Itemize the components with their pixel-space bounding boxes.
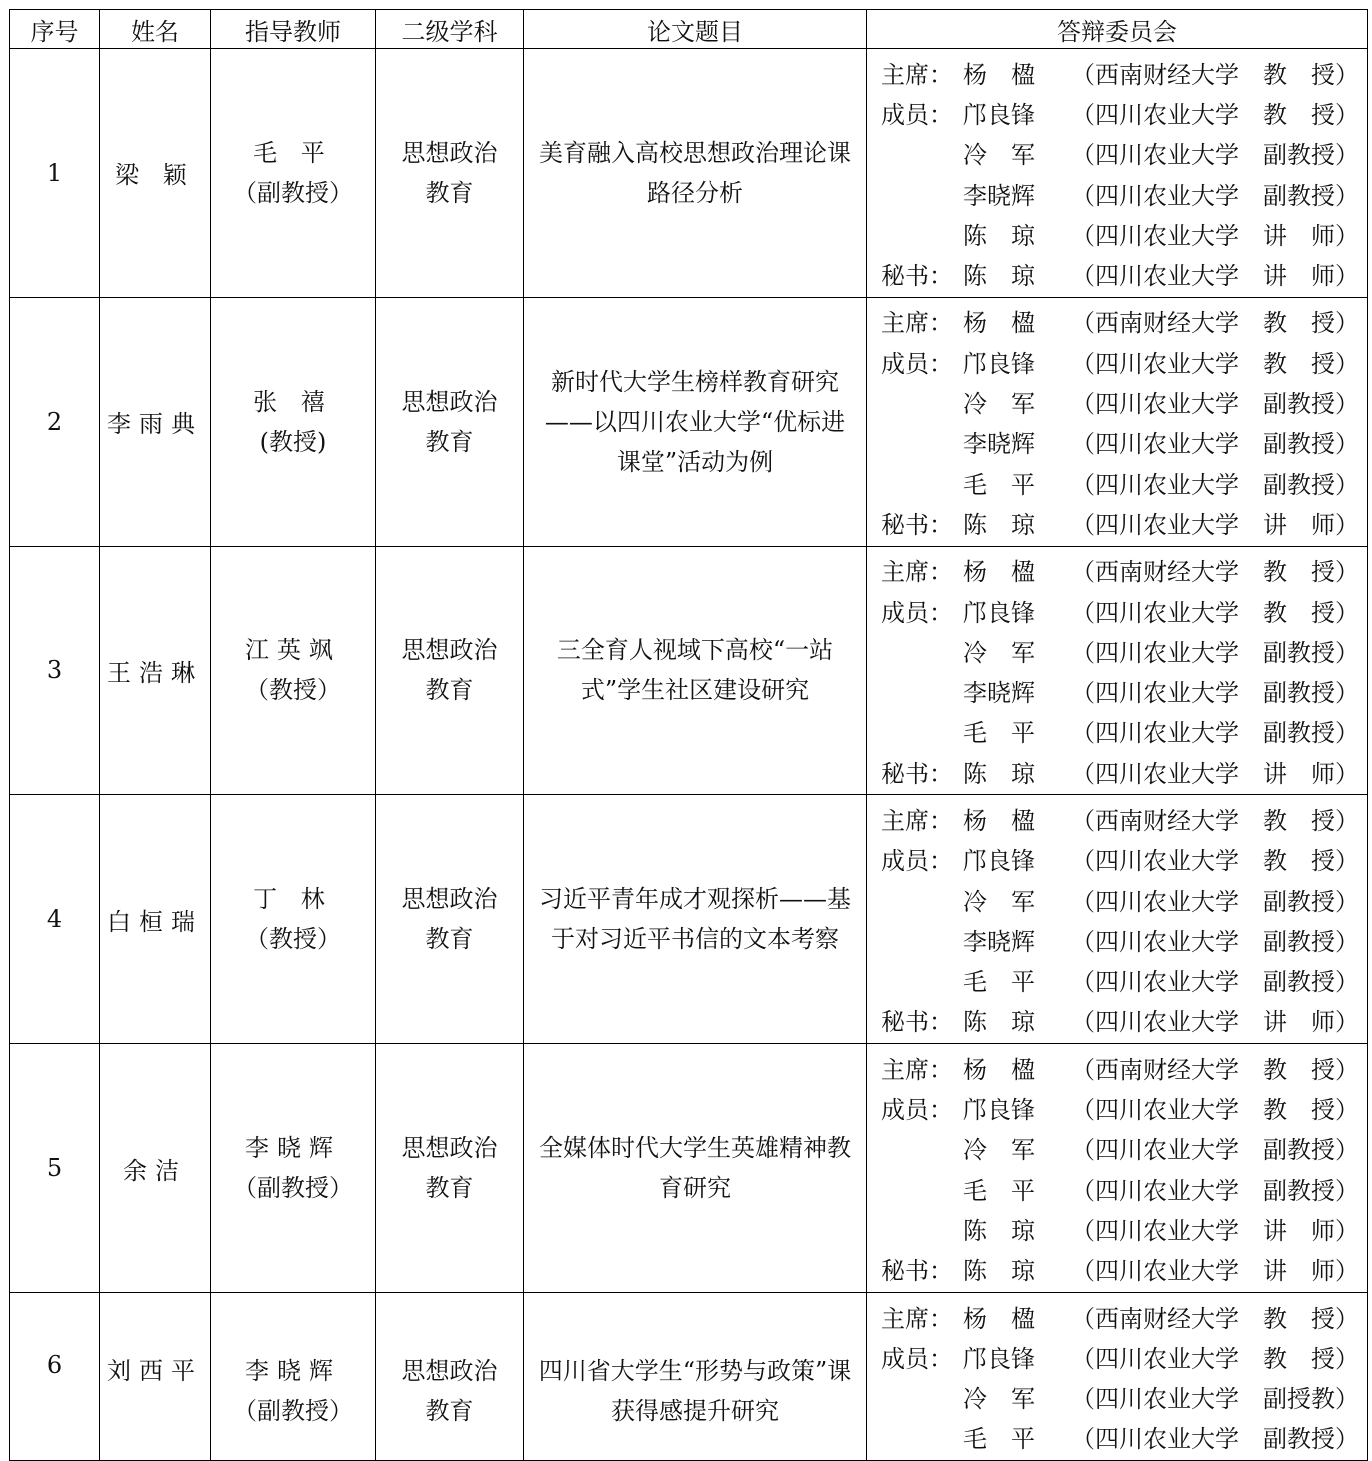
thesis-topic: 四川省大学生“形势与政策”课获得感提升研究 xyxy=(538,1356,852,1425)
header-number: 序号 xyxy=(10,10,100,49)
committee-member-affiliation: （四川农业大学 讲 师） xyxy=(1071,759,1359,788)
cell-number xyxy=(10,297,100,546)
cell-student-name xyxy=(100,1292,211,1460)
cell-topic xyxy=(524,795,867,1044)
row-number: 4 xyxy=(46,905,63,934)
committee-role: 成员： xyxy=(881,847,953,876)
committee-member xyxy=(881,1249,1357,1289)
subject-line-2: 教育 xyxy=(425,427,474,456)
committee-member-name: 邝良锋 xyxy=(963,349,1035,378)
committee-member xyxy=(881,1417,1357,1457)
subject-line-1: 思想政治 xyxy=(401,1356,498,1385)
committee-member-affiliation: （四川农业大学 讲 师） xyxy=(1071,510,1359,539)
cell-subject xyxy=(376,49,524,298)
cell-subject xyxy=(376,1044,524,1293)
committee-member-affiliation: （四川农业大学 副教授） xyxy=(1071,679,1359,708)
advisor-name: 李晓辉 xyxy=(245,1356,341,1385)
student-name: 余洁 xyxy=(123,1156,187,1185)
committee-member-name: 陈 琼 xyxy=(963,1008,1035,1037)
advisor-title: （教授） xyxy=(245,676,341,705)
committee-role: 秘书： xyxy=(881,510,953,539)
committee-member-name: 冷 军 xyxy=(963,390,1035,419)
row-number: 6 xyxy=(46,1350,63,1379)
row-number: 2 xyxy=(46,407,63,436)
committee-member-affiliation: （西南财经大学 教 授） xyxy=(1071,1304,1359,1333)
student-name: 王浩琳 xyxy=(107,658,203,687)
committee-member-affiliation: （四川农业大学 副教授） xyxy=(1071,181,1359,210)
committee-member xyxy=(881,133,1357,173)
committee-member-affiliation: （四川农业大学 副教授） xyxy=(1071,1176,1359,1205)
committee-role: 主席： xyxy=(881,309,953,338)
committee-member-name: 邝良锋 xyxy=(963,1344,1035,1373)
committee-member-affiliation: （四川农业大学 讲 师） xyxy=(1071,1008,1359,1037)
committee-member xyxy=(881,52,1357,92)
row-number: 3 xyxy=(46,656,63,685)
committee-member xyxy=(881,1377,1357,1417)
committee-member xyxy=(881,1208,1357,1248)
committee-member-affiliation: （西南财经大学 教 授） xyxy=(1071,309,1359,338)
committee-role: 主席： xyxy=(881,1055,953,1084)
committee-role: 主席： xyxy=(881,806,953,835)
header-name: 姓名 xyxy=(100,10,211,49)
cell-advisor xyxy=(211,546,376,795)
committee-member-affiliation: （西南财经大学 教 授） xyxy=(1071,558,1359,587)
committee-member-name: 杨 楹 xyxy=(963,558,1035,587)
cell-committee xyxy=(867,1292,1368,1460)
cell-advisor xyxy=(211,49,376,298)
header-topic: 论文题目 xyxy=(524,10,867,49)
committee-member xyxy=(881,381,1357,421)
committee-member xyxy=(881,670,1357,710)
committee-role: 秘书： xyxy=(881,759,953,788)
cell-number xyxy=(10,1292,100,1460)
thesis-topic: 习近平青年成才观探析——基于对习近平书信的文本考察 xyxy=(539,885,851,954)
row-number: 5 xyxy=(46,1154,63,1183)
cell-subject xyxy=(376,546,524,795)
committee-member xyxy=(881,919,1357,959)
committee-member-name: 李晓辉 xyxy=(963,181,1035,210)
header-subject: 二级学科 xyxy=(376,10,524,49)
cell-topic xyxy=(524,49,867,298)
committee-member-name: 陈 琼 xyxy=(963,1257,1035,1286)
advisor-name: 张 禧 xyxy=(253,387,333,416)
committee-member-affiliation: （西南财经大学 教 授） xyxy=(1071,60,1359,89)
table-row xyxy=(10,1044,1368,1293)
committee-member-name: 杨 楹 xyxy=(963,60,1035,89)
committee-role: 成员： xyxy=(881,349,953,378)
cell-committee xyxy=(867,1044,1368,1293)
cell-advisor xyxy=(211,1044,376,1293)
table-row xyxy=(10,49,1368,298)
committee-member-name: 陈 琼 xyxy=(963,510,1035,539)
committee-member-affiliation: （四川农业大学 教 授） xyxy=(1071,847,1359,876)
committee-member xyxy=(881,1047,1357,1087)
header-advisor: 指导教师 xyxy=(211,10,376,49)
committee-member-name: 杨 楹 xyxy=(963,1304,1035,1333)
student-name: 梁 颖 xyxy=(115,161,195,190)
committee-member-name: 毛 平 xyxy=(963,1176,1035,1205)
advisor-name: 李晓辉 xyxy=(245,1134,341,1163)
advisor-name: 毛 平 xyxy=(253,138,333,167)
committee-member-name: 陈 琼 xyxy=(963,759,1035,788)
cell-topic xyxy=(524,1292,867,1460)
committee-member-affiliation: （西南财经大学 教 授） xyxy=(1071,806,1359,835)
committee-member-name: 邝良锋 xyxy=(963,100,1035,129)
committee-member xyxy=(881,301,1357,341)
cell-topic xyxy=(524,297,867,546)
advisor-name: 江英飒 xyxy=(245,636,341,665)
committee-role: 成员： xyxy=(881,1096,953,1125)
committee-member-name: 冷 军 xyxy=(963,141,1035,170)
advisor-title: (教授) xyxy=(259,427,327,456)
cell-subject xyxy=(376,795,524,1044)
subject-line-1: 思想政治 xyxy=(401,1134,498,1163)
subject-line-2: 教育 xyxy=(425,925,474,954)
row-number: 1 xyxy=(46,158,63,187)
committee-member-affiliation: （四川农业大学 副授教） xyxy=(1071,1385,1359,1414)
committee-member-affiliation: （四川农业大学 教 授） xyxy=(1071,1344,1359,1373)
advisor-name: 丁 林 xyxy=(253,885,333,914)
cell-student-name xyxy=(100,795,211,1044)
committee-member xyxy=(881,751,1357,791)
committee-member-affiliation: （四川农业大学 教 授） xyxy=(1071,1096,1359,1125)
committee-member xyxy=(881,253,1357,293)
committee-member-affiliation: （四川农业大学 副教授） xyxy=(1071,1425,1359,1454)
committee-member xyxy=(881,630,1357,670)
committee-role: 主席： xyxy=(881,1304,953,1333)
committee-member-name: 冷 军 xyxy=(963,1136,1035,1165)
cell-number xyxy=(10,795,100,1044)
committee-member-name: 冷 军 xyxy=(963,1385,1035,1414)
cell-number xyxy=(10,1044,100,1293)
committee-member-affiliation: （四川农业大学 讲 师） xyxy=(1071,1257,1359,1286)
cell-topic xyxy=(524,1044,867,1293)
subject-line-1: 思想政治 xyxy=(401,138,498,167)
table-row xyxy=(10,546,1368,795)
committee-member xyxy=(881,960,1357,1000)
committee-member-name: 杨 楹 xyxy=(963,309,1035,338)
committee-role: 成员： xyxy=(881,1344,953,1373)
committee-role: 秘书： xyxy=(881,1008,953,1037)
advisor-title: （副教授） xyxy=(233,178,353,207)
committee-role: 成员： xyxy=(881,598,953,627)
advisor-title: （副教授） xyxy=(233,1396,353,1425)
committee-member-name: 冷 军 xyxy=(963,887,1035,916)
committee-member-name: 冷 军 xyxy=(963,638,1035,667)
subject-line-2: 教育 xyxy=(425,178,474,207)
committee-member-affiliation: （四川农业大学 教 授） xyxy=(1071,598,1359,627)
cell-committee xyxy=(867,49,1368,298)
committee-member-name: 邝良锋 xyxy=(963,598,1035,627)
committee-role: 主席： xyxy=(881,60,953,89)
table-row xyxy=(10,297,1368,546)
committee-member-name: 毛 平 xyxy=(963,1425,1035,1454)
student-name: 白桓瑞 xyxy=(107,907,203,936)
cell-student-name xyxy=(100,1044,211,1293)
committee-member-name: 陈 琼 xyxy=(963,262,1035,291)
cell-subject xyxy=(376,1292,524,1460)
header-committee: 答辩委员会 xyxy=(867,10,1368,49)
subject-line-2: 教育 xyxy=(425,1174,474,1203)
committee-member-name: 毛 平 xyxy=(963,470,1035,499)
committee-member-affiliation: （四川农业大学 教 授） xyxy=(1071,349,1359,378)
committee-member xyxy=(881,1296,1357,1336)
committee-member-affiliation: （四川农业大学 副教授） xyxy=(1071,470,1359,499)
cell-advisor xyxy=(211,795,376,1044)
committee-member-name: 李晓辉 xyxy=(963,679,1035,708)
cell-student-name xyxy=(100,49,211,298)
committee-member-name: 杨 楹 xyxy=(963,1055,1035,1084)
committee-member-affiliation: （四川农业大学 副教授） xyxy=(1071,390,1359,419)
committee-member-affiliation: （四川农业大学 副教授） xyxy=(1071,430,1359,459)
committee-member-affiliation: （四川农业大学 副教授） xyxy=(1071,1136,1359,1165)
table-row xyxy=(10,1292,1368,1460)
advisor-title: （副教授） xyxy=(233,1174,353,1203)
committee-member-name: 邝良锋 xyxy=(963,1096,1035,1125)
thesis-topic: 美育融入高校思想政治理论课路径分析 xyxy=(539,138,851,207)
committee-member-affiliation: （西南财经大学 教 授） xyxy=(1071,1055,1359,1084)
committee-member xyxy=(881,1168,1357,1208)
committee-member-affiliation: （四川农业大学 副教授） xyxy=(1071,719,1359,748)
committee-member xyxy=(881,173,1357,213)
committee-member-name: 陈 琼 xyxy=(963,221,1035,250)
subject-line-2: 教育 xyxy=(425,1396,474,1425)
committee-member-affiliation: （四川农业大学 教 授） xyxy=(1071,100,1359,129)
committee-member-name: 杨 楹 xyxy=(963,806,1035,835)
committee-role: 成员： xyxy=(881,100,953,129)
table-row xyxy=(10,795,1368,1044)
committee-member xyxy=(881,839,1357,879)
committee-member xyxy=(881,462,1357,502)
committee-member xyxy=(881,590,1357,630)
committee-member xyxy=(881,879,1357,919)
committee-member-affiliation: （四川农业大学 副教授） xyxy=(1071,141,1359,170)
committee-member xyxy=(881,422,1357,462)
cell-subject xyxy=(376,297,524,546)
committee-member-affiliation: （四川农业大学 副教授） xyxy=(1071,927,1359,956)
committee-member-name: 毛 平 xyxy=(963,719,1035,748)
committee-member-name: 毛 平 xyxy=(963,968,1035,997)
defense-schedule-table xyxy=(9,9,1368,1461)
committee-member xyxy=(881,213,1357,253)
committee-role: 主席： xyxy=(881,558,953,587)
student-name: 刘西平 xyxy=(107,1356,203,1385)
committee-member-name: 陈 琼 xyxy=(963,1216,1035,1245)
committee-member-affiliation: （四川农业大学 副教授） xyxy=(1071,968,1359,997)
cell-advisor xyxy=(211,297,376,546)
cell-student-name xyxy=(100,297,211,546)
committee-member-affiliation: （四川农业大学 讲 师） xyxy=(1071,221,1359,250)
committee-member xyxy=(881,550,1357,590)
committee-member xyxy=(881,1336,1357,1376)
committee-member xyxy=(881,1000,1357,1040)
subject-line-2: 教育 xyxy=(425,676,474,705)
committee-member-name: 邝良锋 xyxy=(963,847,1035,876)
subject-line-1: 思想政治 xyxy=(401,885,498,914)
cell-committee xyxy=(867,297,1368,546)
committee-member-name: 李晓辉 xyxy=(963,927,1035,956)
committee-member xyxy=(881,502,1357,542)
subject-line-1: 思想政治 xyxy=(401,636,498,665)
committee-member xyxy=(881,341,1357,381)
committee-member xyxy=(881,798,1357,838)
cell-number xyxy=(10,49,100,298)
cell-topic xyxy=(524,546,867,795)
student-name: 李雨典 xyxy=(107,410,203,439)
committee-member xyxy=(881,92,1357,132)
committee-member xyxy=(881,1087,1357,1127)
thesis-topic: 全媒体时代大学生英雄精神教育研究 xyxy=(539,1134,851,1203)
cell-committee xyxy=(867,546,1368,795)
committee-member-affiliation: （四川农业大学 讲 师） xyxy=(1071,1216,1359,1245)
cell-student-name xyxy=(100,546,211,795)
thesis-topic: 新时代大学生榜样教育研究 ——以四川农业大学“优标进课堂”活动为例 xyxy=(544,367,846,476)
committee-member xyxy=(881,711,1357,751)
committee-role: 秘书： xyxy=(881,1257,953,1286)
advisor-title: （教授） xyxy=(245,925,341,954)
cell-committee xyxy=(867,795,1368,1044)
table-body xyxy=(10,49,1368,1461)
subject-line-1: 思想政治 xyxy=(401,387,498,416)
committee-member-affiliation: （四川农业大学 副教授） xyxy=(1071,887,1359,916)
committee-member-name: 李晓辉 xyxy=(963,430,1035,459)
committee-member-affiliation: （四川农业大学 讲 师） xyxy=(1071,262,1359,291)
cell-advisor xyxy=(211,1292,376,1460)
committee-member xyxy=(881,1128,1357,1168)
header-row xyxy=(10,10,1368,49)
cell-number xyxy=(10,546,100,795)
thesis-topic: 三全育人视域下高校“一站式”学生社区建设研究 xyxy=(556,636,834,705)
committee-role: 秘书： xyxy=(881,262,953,291)
committee-member-affiliation: （四川农业大学 副教授） xyxy=(1071,638,1359,667)
